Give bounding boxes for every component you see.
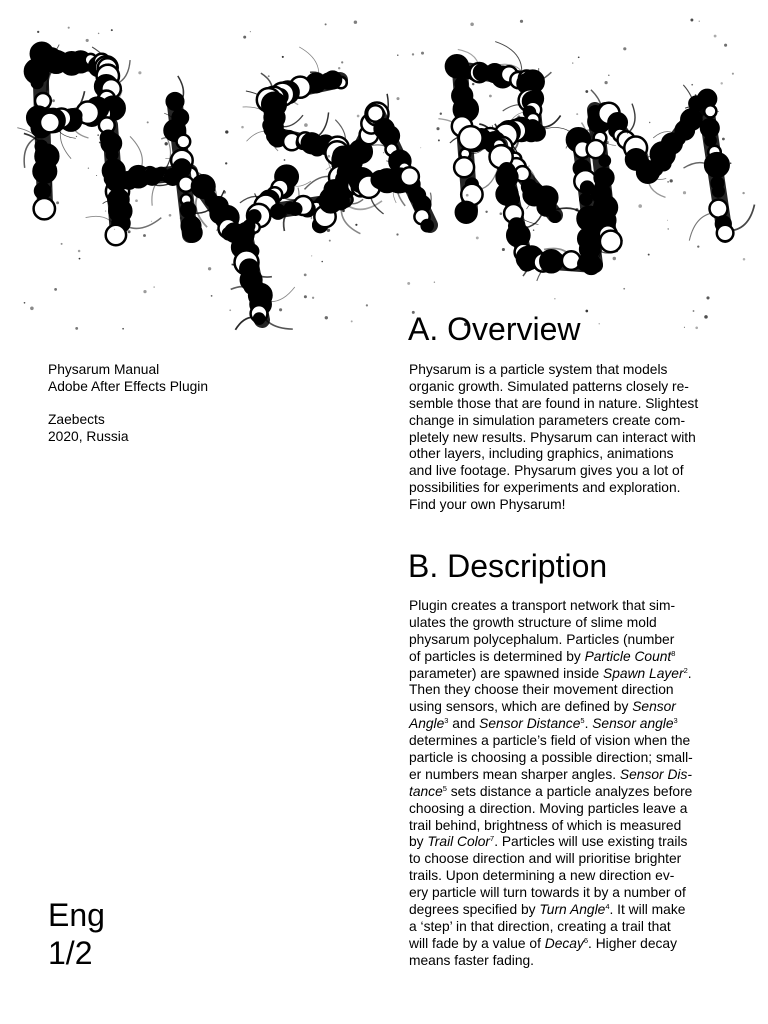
text-run: will fade by a value of [409, 935, 545, 951]
physarum-logo [0, 0, 768, 345]
text-run: physarum polycephalum. Particles (number [409, 631, 675, 647]
parameter-name: Trail Color [427, 834, 491, 850]
overview-line: pletely new results. Physarum can interact with [409, 429, 696, 445]
description-line [409, 767, 739, 784]
description-line [409, 902, 739, 919]
overview-line: Find your own Physarum! [409, 497, 566, 513]
letter-y [192, 166, 298, 324]
text-run: Then they choose their movement direction [409, 682, 674, 698]
parameter-name: Spawn Layer [603, 665, 684, 681]
text-run: means faster fading. [409, 952, 535, 968]
description-line [409, 834, 739, 851]
overview-line: possibilities for experiments and exploration. [409, 480, 681, 496]
description-line [409, 936, 739, 953]
text-run: particle is choosing a possible direction; small- [409, 750, 693, 766]
parameter-name: Decay [544, 935, 584, 951]
description-line [409, 733, 739, 750]
text-run: . It will make [609, 902, 686, 918]
description-line [409, 851, 739, 868]
logo-artwork [0, 0, 768, 345]
footnote-ref: 4 [605, 902, 610, 912]
text-run: trail behind, brightness of which is measured [409, 817, 682, 833]
description-line [409, 818, 739, 835]
description-line [409, 666, 739, 683]
meta-line-product: Adobe After Effects Plugin [48, 378, 209, 394]
meta-spacer [48, 396, 208, 413]
overview-line: and live footage. Physarum gives you a lot of [409, 463, 684, 479]
overview-line: Physarum is a particle system that models [409, 362, 668, 377]
text-run: of particles is determined by [409, 648, 585, 664]
letter-m [587, 90, 734, 252]
footnote-ref: 2 [683, 665, 688, 675]
description-line [409, 784, 739, 801]
parameter-name: Turn Angle [539, 902, 606, 918]
text-run: and [448, 716, 480, 732]
overview-line: organic growth. Simulated patterns closely re- [409, 378, 689, 394]
text-run: . Particles will use existing trails [494, 834, 688, 850]
text-run: . [584, 716, 593, 732]
meta-line-title: Physarum Manual [48, 362, 160, 377]
text-run: trails. Upon determining a new direction ev- [409, 868, 675, 884]
description-paragraph [409, 598, 739, 970]
description-line [409, 801, 739, 818]
text-run: er numbers mean sharper angles. [409, 766, 620, 782]
text-run: sets distance a particle analyzes before [446, 783, 693, 799]
text-run: degrees specified by [409, 902, 540, 918]
description-line [409, 868, 739, 885]
letter-a [313, 103, 433, 233]
page-indicator [48, 896, 105, 972]
text-run: to choose direction and will prioritise brighter [409, 851, 682, 867]
parameter-name: Sensor Distance [479, 716, 581, 732]
description-line [409, 750, 739, 767]
description-line [409, 598, 739, 615]
footnote-ref: 7 [490, 834, 495, 844]
document-meta [48, 362, 208, 446]
text-run: Plugin creates a transport network that sim- [409, 598, 676, 613]
parameter-name: Particle Count [584, 648, 672, 664]
text-run: a ‘step’ in that direction, creating a trail that [409, 918, 671, 934]
text-run: choosing a direction. Moving particles leave a [409, 800, 688, 816]
parameter-name: Sensor [632, 699, 676, 715]
description-line [409, 682, 739, 699]
footnote-ref: 5 [442, 783, 447, 793]
description-line [409, 699, 739, 716]
language-label: Eng [48, 897, 105, 933]
description-line [409, 885, 739, 902]
text-run: ery particle will turn towards it by a number of [409, 885, 686, 901]
footnote-ref: 3 [444, 716, 449, 726]
description-line [409, 953, 739, 970]
footnote-ref: 6 [583, 935, 589, 945]
text-run: using sensors, which are defined by [409, 699, 633, 715]
overview-line: semble those that are found in nature. Slightest [409, 395, 699, 411]
footnote-ref: 5 [580, 716, 585, 726]
description-line [409, 632, 739, 649]
parameter-name: Sensor angle [592, 716, 674, 732]
footnote-ref: 3 [673, 716, 678, 726]
text-run: determines a particle’s field of vision when the [409, 733, 691, 749]
text-run: ulates the growth structure of slime mold [409, 614, 657, 630]
meta-line-year-country: 2020, Russia [48, 429, 129, 445]
meta-line-author: Zaebects [48, 412, 105, 428]
overview-line: other layers, including graphics, animations [409, 446, 674, 462]
description-heading: B. Description [408, 548, 608, 584]
parameter-name: tance [409, 783, 443, 799]
text-run: parameter) are spawned inside [409, 665, 604, 681]
text-run: . Higher decay [588, 935, 677, 951]
text-run: by [409, 834, 428, 850]
overview-heading: A. Overview [408, 311, 581, 347]
parameter-name: Sensor Dis- [619, 766, 692, 782]
description-line [409, 716, 739, 733]
description-line [409, 615, 739, 632]
overview-line: change in simulation parameters create com- [409, 412, 686, 428]
description-line [409, 919, 739, 936]
description-line [409, 649, 739, 666]
parameter-name: Angle [409, 716, 445, 732]
overview-paragraph [409, 362, 739, 514]
text-run: . [687, 665, 692, 681]
footnote-ref: 8 [671, 648, 676, 658]
page-number: 1/2 [48, 935, 93, 971]
